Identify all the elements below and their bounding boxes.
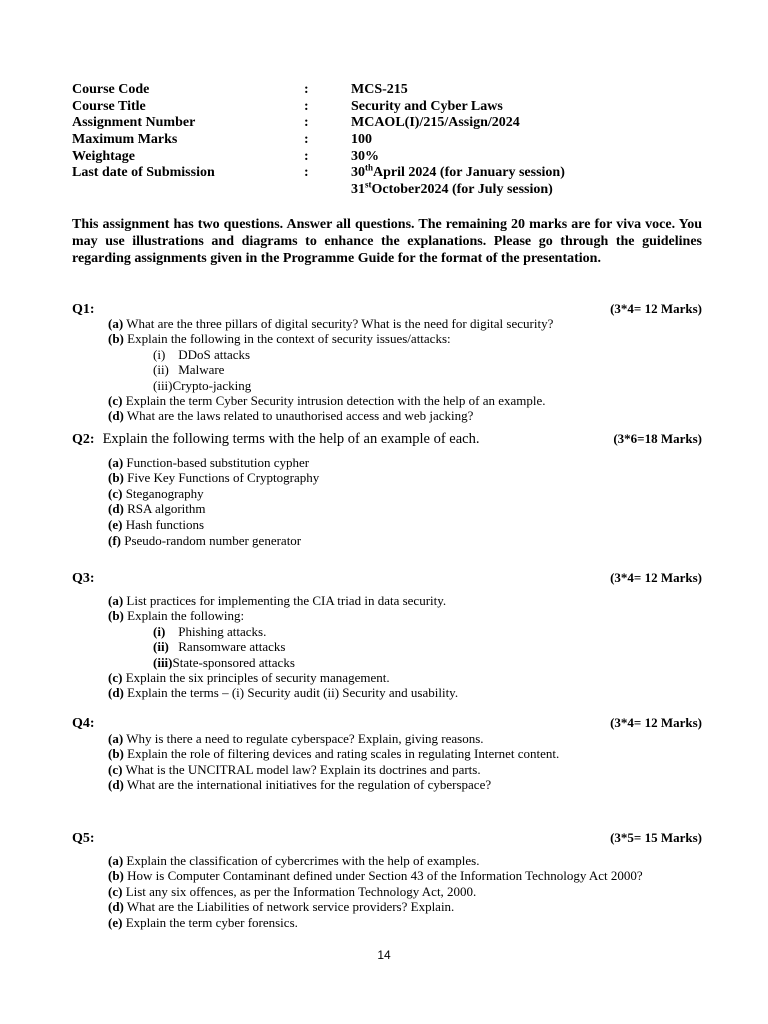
question-4-items	[108, 731, 559, 793]
course-code-label: Course Code	[72, 82, 150, 97]
list-item	[108, 608, 458, 623]
colon: :	[304, 98, 309, 114]
colon: :	[304, 115, 309, 131]
sub-item	[108, 347, 553, 362]
sub-item	[108, 362, 553, 377]
sub-item-tag: (i)	[153, 346, 166, 362]
sub-item-tag: (i)	[153, 623, 166, 639]
item-tag: (b)	[108, 746, 124, 762]
submission-date-july	[351, 179, 553, 199]
colon: :	[304, 148, 309, 164]
item-text: Explain the following in the context of security issues/attacks:	[127, 331, 451, 347]
sub-item-text: Phishing attacks.	[178, 623, 267, 639]
submission-date-label: Last date of Submission	[72, 165, 215, 181]
list-item	[108, 884, 643, 899]
question-marks: (3*4= 12 Marks)	[610, 570, 702, 585]
date-text: April 2024 (for January session)	[373, 165, 565, 181]
question-number: Q5:	[72, 831, 95, 846]
item-text: RSA algorithm	[127, 501, 206, 517]
item-tag: (b)	[108, 868, 124, 884]
question-3-header	[72, 569, 702, 587]
item-text: List any six offences, as per the Information Technology Act, 2000.	[125, 883, 477, 899]
item-tag: (b)	[108, 608, 124, 624]
question-4-header	[72, 714, 702, 732]
item-text: Why is there a need to regulate cyberspace? Explain, giving reasons.	[126, 731, 484, 746]
list-item	[108, 731, 559, 746]
item-text: Steganography	[125, 485, 204, 501]
item-tag: (d)	[108, 899, 124, 915]
colon: :	[304, 165, 309, 181]
question-number: Q4:	[72, 716, 95, 731]
item-tag: (d)	[108, 408, 124, 424]
sub-item-text: State-sponsored attacks	[172, 654, 295, 670]
list-item	[108, 853, 643, 868]
list-item	[108, 915, 643, 930]
question-marks: (3*6=18 Marks)	[613, 431, 702, 446]
item-text: Explain the term cyber forensics.	[125, 914, 298, 930]
sub-item	[108, 378, 553, 393]
item-tag: (c)	[108, 761, 123, 777]
date-day: 30	[351, 165, 365, 181]
item-tag: (b)	[108, 470, 124, 486]
list-item	[108, 762, 559, 777]
question-text: Explain the following terms with the help of an example of each.	[102, 431, 480, 447]
question-2-header	[72, 430, 702, 448]
item-tag: (a)	[108, 455, 124, 470]
item-text: Explain the following:	[127, 608, 245, 624]
list-item	[108, 455, 319, 470]
assignment-number-value: MCAOL(I)/215/Assign/2024	[351, 115, 520, 131]
sub-item-tag: (ii)	[153, 639, 169, 655]
list-item	[108, 670, 458, 685]
list-item	[108, 685, 458, 700]
question-2-items	[108, 455, 319, 549]
question-1-items	[108, 316, 553, 424]
item-tag: (e)	[108, 914, 123, 930]
question-number: Q2:	[72, 432, 95, 447]
question-number: Q3:	[72, 571, 95, 586]
list-item	[108, 316, 553, 331]
list-item	[108, 593, 458, 608]
date-ordinal: th	[365, 162, 374, 173]
list-item	[108, 470, 319, 485]
weightage-label: Weightage	[72, 148, 135, 164]
list-item	[108, 393, 553, 408]
course-title-value: Security and Cyber Laws	[351, 98, 503, 114]
sub-item-tag: (iii)	[153, 654, 173, 670]
item-text: Hash functions	[125, 516, 205, 532]
question-marks: (3*4= 12 Marks)	[610, 301, 702, 316]
list-item	[108, 408, 553, 423]
sub-item	[108, 639, 458, 654]
course-title-label: Course Title	[72, 98, 146, 114]
sub-item-text: Malware	[178, 362, 225, 378]
list-item	[108, 486, 319, 501]
sub-item-text: DDoS attacks	[178, 346, 251, 362]
item-tag: (d)	[108, 777, 124, 793]
sub-item-text: Crypto-jacking	[172, 377, 252, 393]
item-tag: (a)	[108, 853, 124, 868]
maximum-marks-value: 100	[351, 132, 372, 148]
item-text: What are the Liabilities of network service providers? Explain.	[126, 899, 455, 915]
item-text: What are the laws related to unauthorised access and web jacking?	[126, 408, 474, 424]
list-item	[108, 868, 643, 883]
colon: :	[304, 82, 309, 97]
item-tag: (c)	[108, 883, 123, 899]
date-text: October2024 (for July session)	[371, 182, 553, 198]
item-tag: (c)	[108, 392, 123, 408]
sub-item-text: Ransomware attacks	[178, 639, 286, 655]
sub-item-tag: (iii)	[153, 377, 173, 393]
page-number: 14	[377, 948, 391, 962]
colon: :	[304, 132, 309, 148]
question-marks: (3*4= 12 Marks)	[610, 715, 702, 730]
item-tag: (a)	[108, 593, 124, 608]
question-marks: (3*5= 15 Marks)	[610, 830, 702, 845]
maximum-marks-label: Maximum Marks	[72, 132, 178, 148]
item-tag: (f)	[108, 533, 121, 549]
item-text: List practices for implementing the CIA triad in data security.	[126, 593, 447, 608]
item-tag: (a)	[108, 316, 124, 331]
item-tag: (b)	[108, 331, 124, 347]
item-text: Explain the classification of cybercrimes with the help of examples.	[126, 853, 480, 868]
list-item	[108, 777, 559, 792]
list-item	[108, 501, 319, 516]
course-code-value: MCS-215	[351, 82, 408, 97]
list-item	[108, 517, 319, 532]
sub-item	[108, 624, 458, 639]
item-text: What is the UNCITRAL model law? Explain its doctrines and parts.	[125, 761, 481, 777]
question-5-header	[72, 829, 702, 847]
item-tag: (e)	[108, 516, 123, 532]
item-text: Explain the terms – (i) Security audit (ii) Security and usability.	[127, 685, 459, 701]
sub-item	[108, 655, 458, 670]
list-item	[108, 533, 319, 548]
item-text: Explain the term Cyber Security intrusion detection with the help of an example.	[125, 392, 546, 408]
date-ordinal: st	[365, 179, 372, 190]
date-day: 31	[351, 182, 365, 198]
list-item	[108, 331, 553, 346]
weightage-value: 30%	[351, 148, 379, 164]
item-text: What are the three pillars of digital security? What is the need for digital security?	[126, 316, 554, 331]
item-text: How is Computer Contaminant defined under Section 43 of the Information Technology Act 2000?	[127, 868, 643, 884]
sub-item-tag: (ii)	[153, 362, 169, 378]
item-tag: (c)	[108, 485, 123, 501]
item-text: Five Key Functions of Cryptography	[127, 470, 320, 486]
list-item	[108, 899, 643, 914]
item-tag: (d)	[108, 501, 124, 517]
question-number: Q1:	[72, 302, 95, 317]
item-text: Function-based substitution cypher	[126, 455, 310, 470]
item-tag: (c)	[108, 669, 123, 685]
item-text: Pseudo-random number generator	[124, 533, 302, 549]
item-tag: (d)	[108, 685, 124, 701]
item-text: Explain the six principles of security management.	[125, 669, 390, 685]
question-5-items	[108, 853, 643, 930]
item-tag: (a)	[108, 731, 124, 746]
assignment-number-label: Assignment Number	[72, 115, 196, 131]
item-text: Explain the role of filtering devices and rating scales in regulating Internet content.	[127, 746, 560, 762]
submission-date-january	[351, 162, 565, 182]
instructions-paragraph: This assignment has two questions. Answer all questions. The remaining 20 marks are for viva voce. You may use illustrations and diagrams to enhance the explanations. Please go through the guidelines regarding assignments given in the Programme Guide for the format of the presentation.	[72, 217, 702, 266]
item-text: What are the international initiatives for the regulation of cyberspace?	[126, 777, 492, 793]
list-item	[108, 746, 559, 761]
question-3-items	[108, 593, 458, 701]
